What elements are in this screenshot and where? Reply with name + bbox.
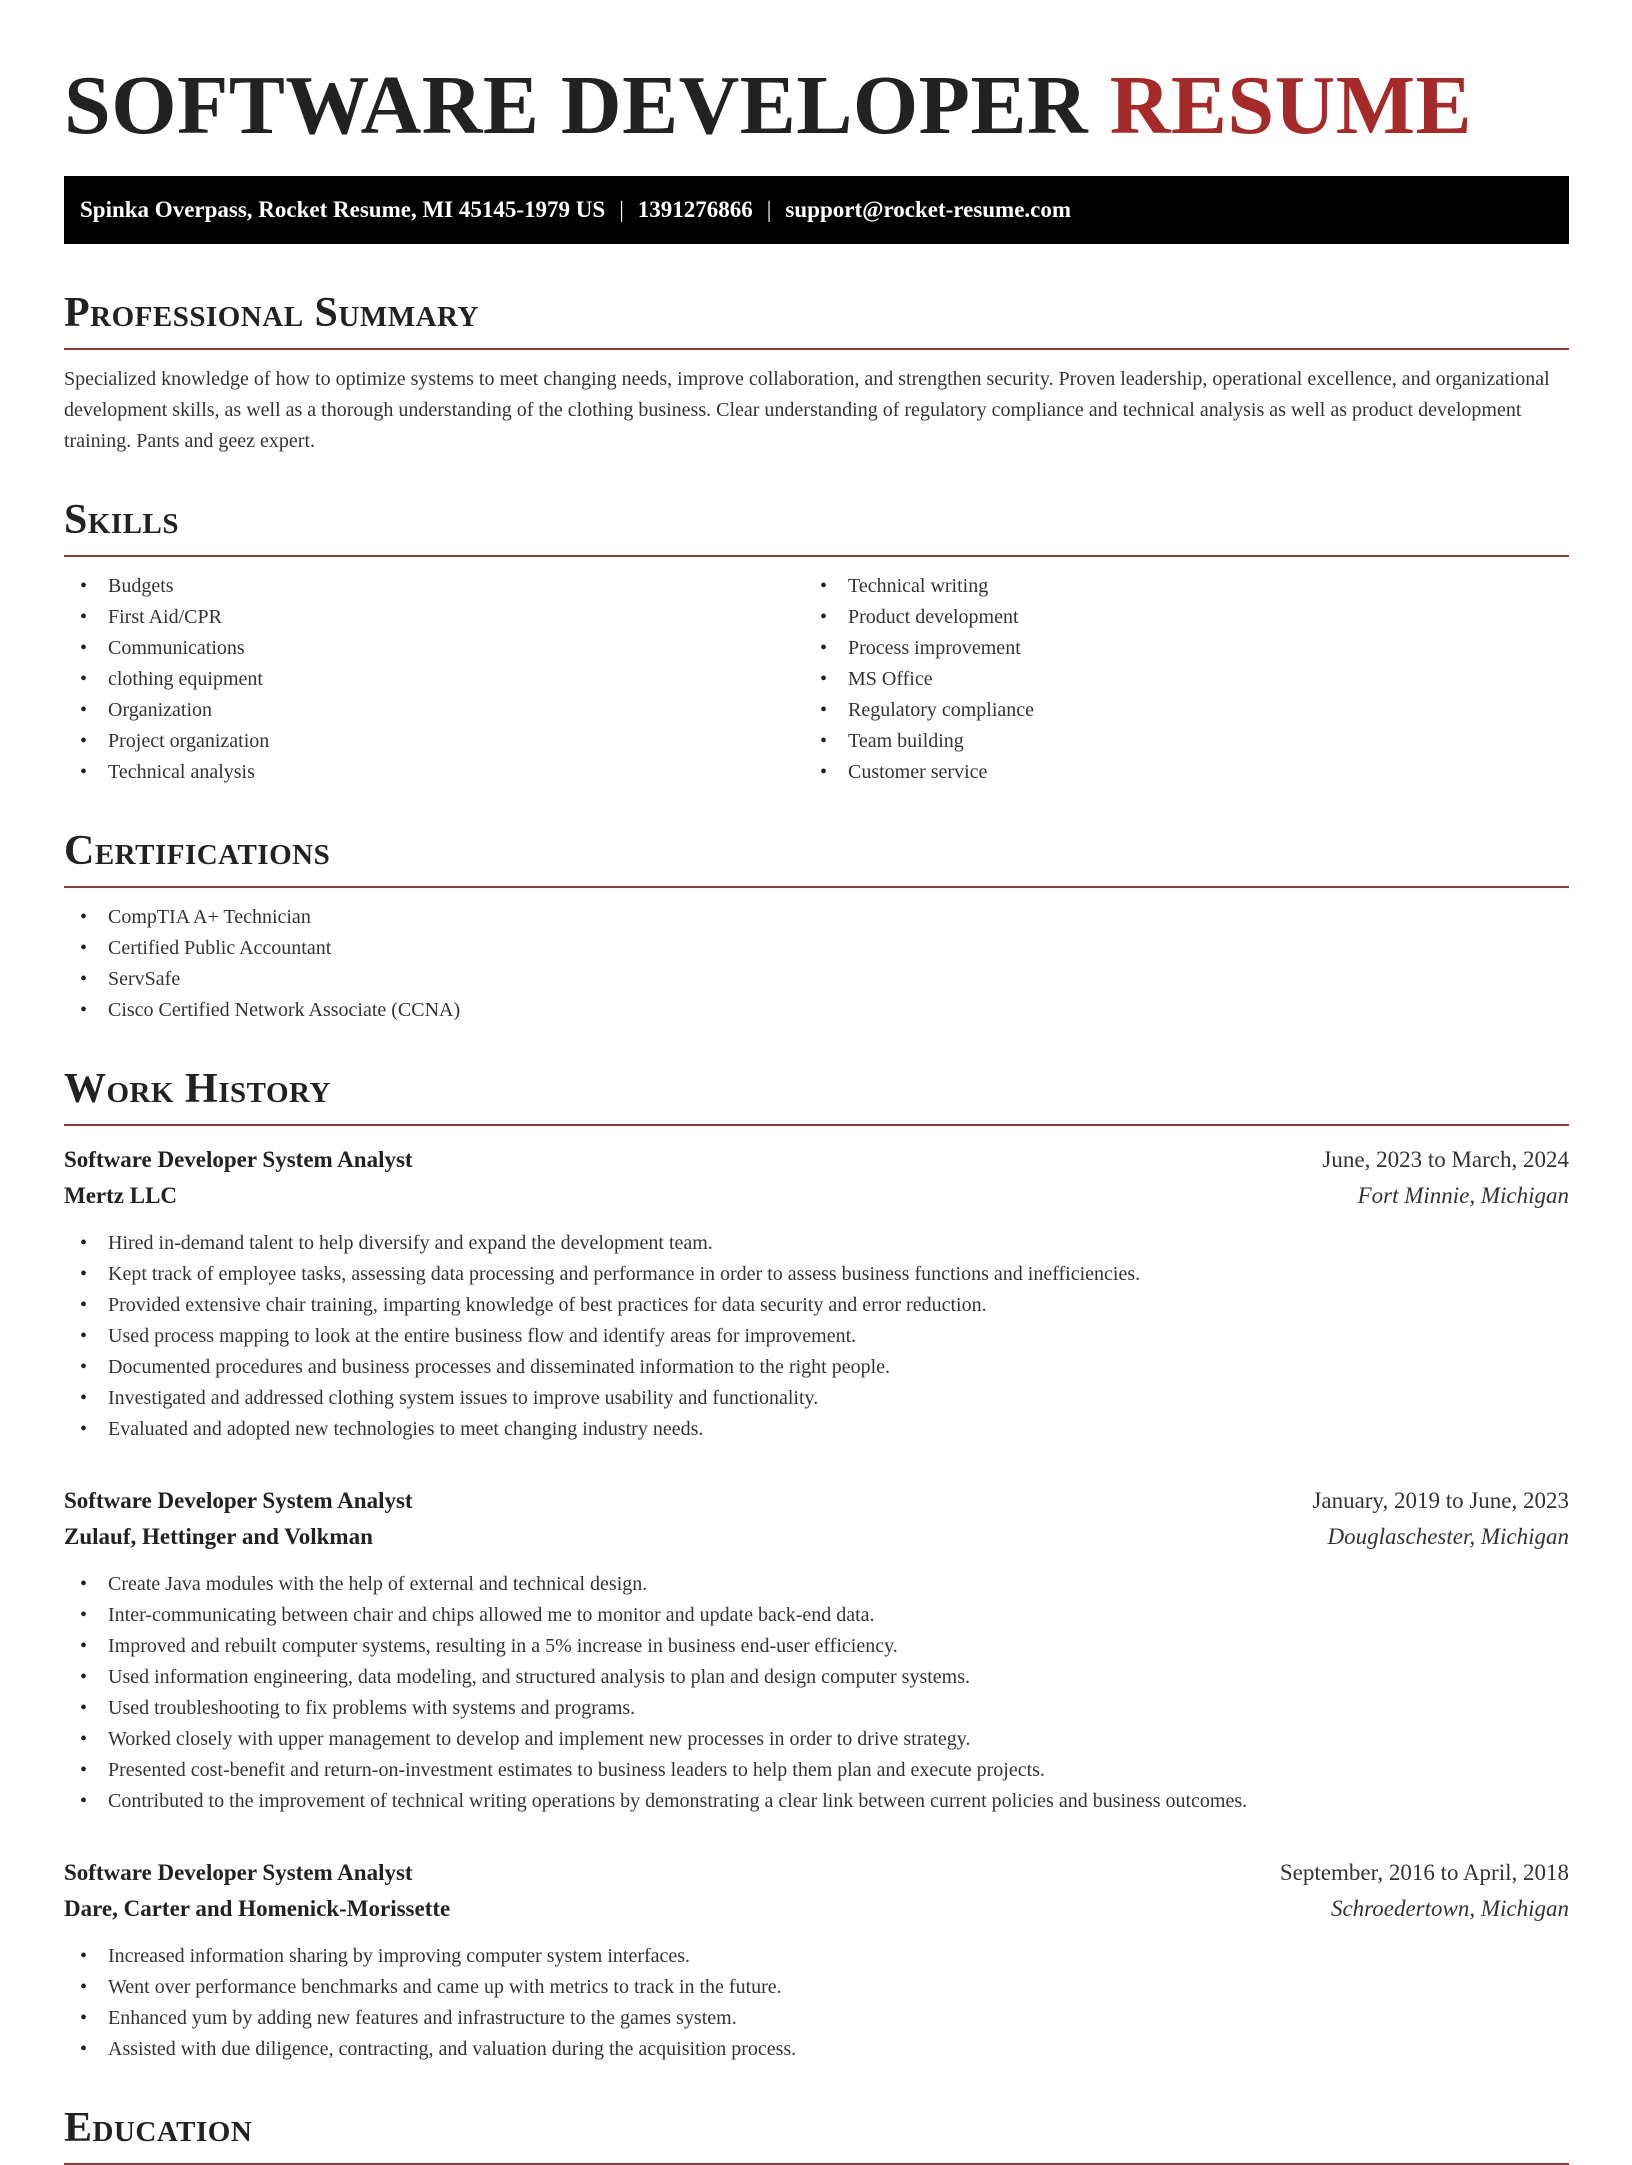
job-duty-item: • Enhanced yum by adding new features and infrastructure to the games system. — [64, 2003, 1569, 2034]
job-header-row — [64, 1142, 1569, 1178]
certifications-list — [64, 902, 1569, 1026]
skills-list-right — [804, 571, 1544, 788]
job-entry — [64, 1483, 1569, 1817]
job-title: Software Developer System Analyst — [64, 1488, 413, 1513]
certifications-heading: Certifications — [64, 826, 1569, 888]
title-accent: RESUME — [1109, 59, 1473, 152]
summary-heading: Professional Summary — [64, 288, 1569, 350]
job-dates: January, 2019 to June, 2023 — [1312, 1488, 1569, 1513]
job-duty-item: • Contributed to the improvement of technical writing operations by demonstrating a clear link between current policies and business outcomes. — [64, 1786, 1569, 1817]
contact-separator: | — [619, 197, 624, 222]
job-dates: September, 2016 to April, 2018 — [1279, 1860, 1569, 1885]
certifications-section — [64, 826, 1569, 1026]
skill-item: • Budgets — [64, 571, 804, 602]
skill-item: • Process improvement — [804, 633, 1544, 664]
job-entry — [64, 1142, 1569, 1445]
skill-item: • Customer service — [804, 757, 1544, 788]
job-duty-item: • Hired in-demand talent to help diversify and expand the development team. — [64, 1228, 1569, 1259]
job-duty-item: • Create Java modules with the help of external and technical design. — [64, 1569, 1569, 1600]
skill-item: • Project organization — [64, 726, 804, 757]
job-duty-item: • Assisted with due diligence, contracting, and valuation during the acquisition process. — [64, 2034, 1569, 2065]
job-company-row — [64, 1519, 1569, 1555]
title-main: SOFTWARE DEVELOPER — [64, 59, 1089, 152]
work-history-section — [64, 1064, 1569, 2065]
skills-grid — [64, 557, 1569, 788]
skills-heading: Skills — [64, 495, 1569, 557]
job-company: Dare, Carter and Homenick-Morissette — [64, 1896, 451, 1921]
job-duty-item: • Worked closely with upper management to develop and implement new processes in order to drive strategy. — [64, 1724, 1569, 1755]
job-duty-item: • Increased information sharing by improving computer system interfaces. — [64, 1941, 1569, 1972]
job-company: Mertz LLC — [64, 1183, 178, 1208]
job-duty-item: • Inter-communicating between chair and chips allowed me to monitor and update back-end data. — [64, 1600, 1569, 1631]
skill-item: • Technical writing — [804, 571, 1544, 602]
job-entry — [64, 1855, 1569, 2065]
job-title: Software Developer System Analyst — [64, 1860, 413, 1885]
job-duties-list — [64, 1228, 1569, 1445]
job-duty-item: • Used troubleshooting to fix problems with systems and programs. — [64, 1693, 1569, 1724]
job-duty-item: • Documented procedures and business processes and disseminated information to the right people. — [64, 1352, 1569, 1383]
skills-section — [64, 495, 1569, 788]
skill-item: • Communications — [64, 633, 804, 664]
skill-item: • Product development — [804, 602, 1544, 633]
contact-address: Spinka Overpass, Rocket Resume, MI 45145-1979 US — [80, 197, 606, 222]
education-heading: Education — [64, 2103, 1569, 2165]
contact-bar — [64, 176, 1569, 244]
job-location: Schroedertown, Michigan — [1330, 1896, 1569, 1921]
skill-item: • clothing equipment — [64, 664, 804, 695]
job-company-row — [64, 1891, 1569, 1927]
summary-section — [64, 288, 1569, 457]
skill-item: • Team building — [804, 726, 1544, 757]
skill-item: • Technical analysis — [64, 757, 804, 788]
work-history-heading: Work History — [64, 1064, 1569, 1126]
job-duty-item: • Used information engineering, data modeling, and structured analysis to plan and design computer systems. — [64, 1662, 1569, 1693]
job-duties-list — [64, 1941, 1569, 2065]
contact-separator: | — [766, 197, 772, 222]
resume-page — [64, 0, 1569, 2165]
certification-item: • ServSafe — [64, 964, 1569, 995]
job-dates: June, 2023 to March, 2024 — [1322, 1147, 1569, 1172]
contact-phone: 1391276866 — [637, 197, 753, 222]
job-duty-item: • Provided extensive chair training, imparting knowledge of best practices for data security and error reduction. — [64, 1290, 1569, 1321]
job-company: Zulauf, Hettinger and Volkman — [64, 1524, 373, 1549]
job-location: Fort Minnie, Michigan — [1357, 1183, 1569, 1208]
skills-list-left — [64, 571, 804, 788]
job-title: Software Developer System Analyst — [64, 1147, 413, 1172]
job-duty-item: • Presented cost-benefit and return-on-investment estimates to business leaders to help them plan and execute projects. — [64, 1755, 1569, 1786]
job-location: Douglaschester, Michigan — [1327, 1524, 1569, 1549]
resume-title — [64, 0, 1569, 156]
job-duty-item: • Used process mapping to look at the entire business flow and identify areas for improvement. — [64, 1321, 1569, 1352]
job-duty-item: • Kept track of employee tasks, assessing data processing and performance in order to assess business functions and inefficiencies. — [64, 1259, 1569, 1290]
job-duty-item: • Investigated and addressed clothing system issues to improve usability and functionality. — [64, 1383, 1569, 1414]
job-header-row — [64, 1855, 1569, 1891]
skill-item: • First Aid/CPR — [64, 602, 804, 633]
job-company-row — [64, 1178, 1569, 1214]
education-section — [64, 2103, 1569, 2165]
certification-item: • CompTIA A+ Technician — [64, 902, 1569, 933]
contact-email[interactable]: support@rocket-resume.com — [785, 197, 1072, 222]
skill-item: • Regulatory compliance — [804, 695, 1544, 726]
skill-item: • MS Office — [804, 664, 1544, 695]
job-duties-list — [64, 1569, 1569, 1817]
job-duty-item: • Went over performance benchmarks and came up with metrics to track in the future. — [64, 1972, 1569, 2003]
job-header-row — [64, 1483, 1569, 1519]
job-duty-item: • Improved and rebuilt computer systems, resulting in a 5% increase in business end-user efficiency. — [64, 1631, 1569, 1662]
skill-item: • Organization — [64, 695, 804, 726]
certification-item: • Certified Public Accountant — [64, 933, 1569, 964]
certification-item: • Cisco Certified Network Associate (CCNA) — [64, 995, 1569, 1026]
job-duty-item: • Evaluated and adopted new technologies to meet changing industry needs. — [64, 1414, 1569, 1445]
summary-text: Specialized knowledge of how to optimize systems to meet changing needs, improve collaboration, and strengthen security. Proven leadership, operational excellence, and organizational development skills, as well as a thorough understanding of the clothing business. Clear understanding of regulatory compliance and technical analysis as well as product development training. Pants and geez expert. — [64, 368, 1550, 452]
